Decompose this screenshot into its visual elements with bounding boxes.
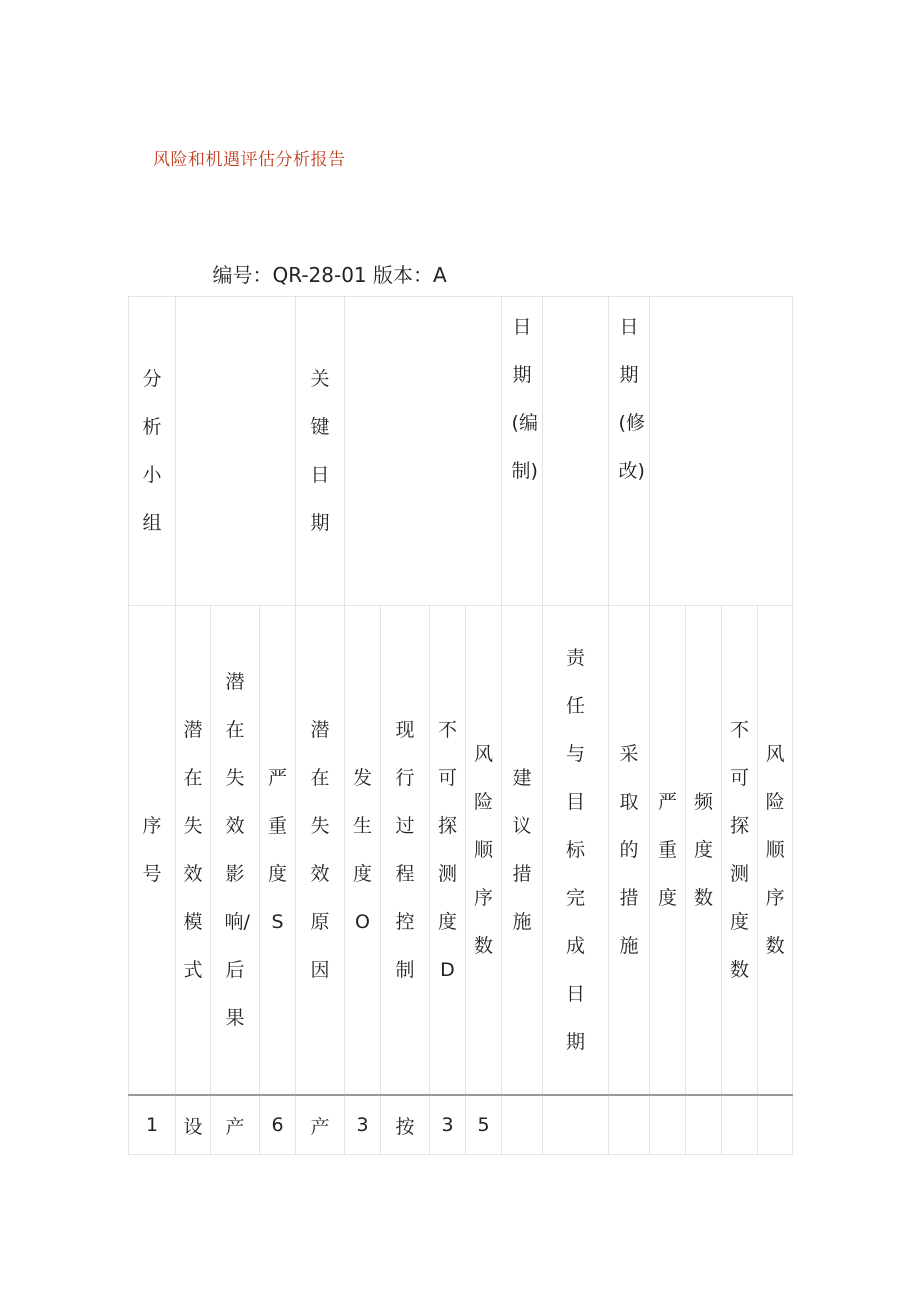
- column-header: 潜在失效模式: [176, 606, 211, 1096]
- risk-analysis-table: [128, 250, 793, 1155]
- table-cell: [758, 1095, 793, 1155]
- table-cell: 设: [176, 1095, 211, 1155]
- column-header: 责任与目标完成日期: [543, 606, 609, 1096]
- table-cell: 3: [430, 1095, 466, 1155]
- column-header: 序号: [129, 606, 176, 1096]
- column-header: 发生度O: [345, 606, 381, 1096]
- column-header: 不可探测度D: [430, 606, 466, 1096]
- meta-date-prepared-value: [543, 297, 609, 606]
- column-header: 频度数: [686, 606, 722, 1096]
- table-cell: 3: [345, 1095, 381, 1155]
- meta-date-revised-value: [650, 297, 793, 606]
- table-cell: 产: [211, 1095, 260, 1155]
- table-cell: 6: [260, 1095, 296, 1155]
- table-cell: 产: [296, 1095, 345, 1155]
- column-header: 采取的措施: [609, 606, 650, 1096]
- table-cell: 5: [466, 1095, 502, 1155]
- meta-group-label: 分析小组: [129, 297, 176, 606]
- meta-group-value: [176, 297, 296, 606]
- table-cell: [502, 1095, 543, 1155]
- column-header: 建议措施: [502, 606, 543, 1096]
- table-cell: 1: [129, 1095, 176, 1155]
- column-header: 现行过程控制: [381, 606, 430, 1096]
- table-cell: 按: [381, 1095, 430, 1155]
- meta-date-prepared-label: 日期(编制): [502, 297, 543, 606]
- table-cell: [543, 1095, 609, 1155]
- column-header: 严重度: [650, 606, 686, 1096]
- column-header: 不可探测度数: [722, 606, 758, 1096]
- column-header: 风险顺序数: [466, 606, 502, 1096]
- column-header: 潜在失效原因: [296, 606, 345, 1096]
- table-cell: [722, 1095, 758, 1155]
- column-header: 严重度S: [260, 606, 296, 1096]
- table-cell: [686, 1095, 722, 1155]
- document-title: 风险和机遇评估分析报告: [153, 150, 346, 170]
- table-cell: [609, 1095, 650, 1155]
- table-row: [129, 1095, 793, 1155]
- table-cell: [650, 1095, 686, 1155]
- meta-key-date-value: [345, 297, 502, 606]
- meta-key-date-label: 关键日期: [296, 297, 345, 606]
- column-header: 风险顺序数: [758, 606, 793, 1096]
- meta-date-revised-label: 日期(修改): [609, 297, 650, 606]
- column-header: 潜在失效影响/后果: [211, 606, 260, 1096]
- document-code-line: 编号：QR-28-01 版本：A: [129, 250, 793, 297]
